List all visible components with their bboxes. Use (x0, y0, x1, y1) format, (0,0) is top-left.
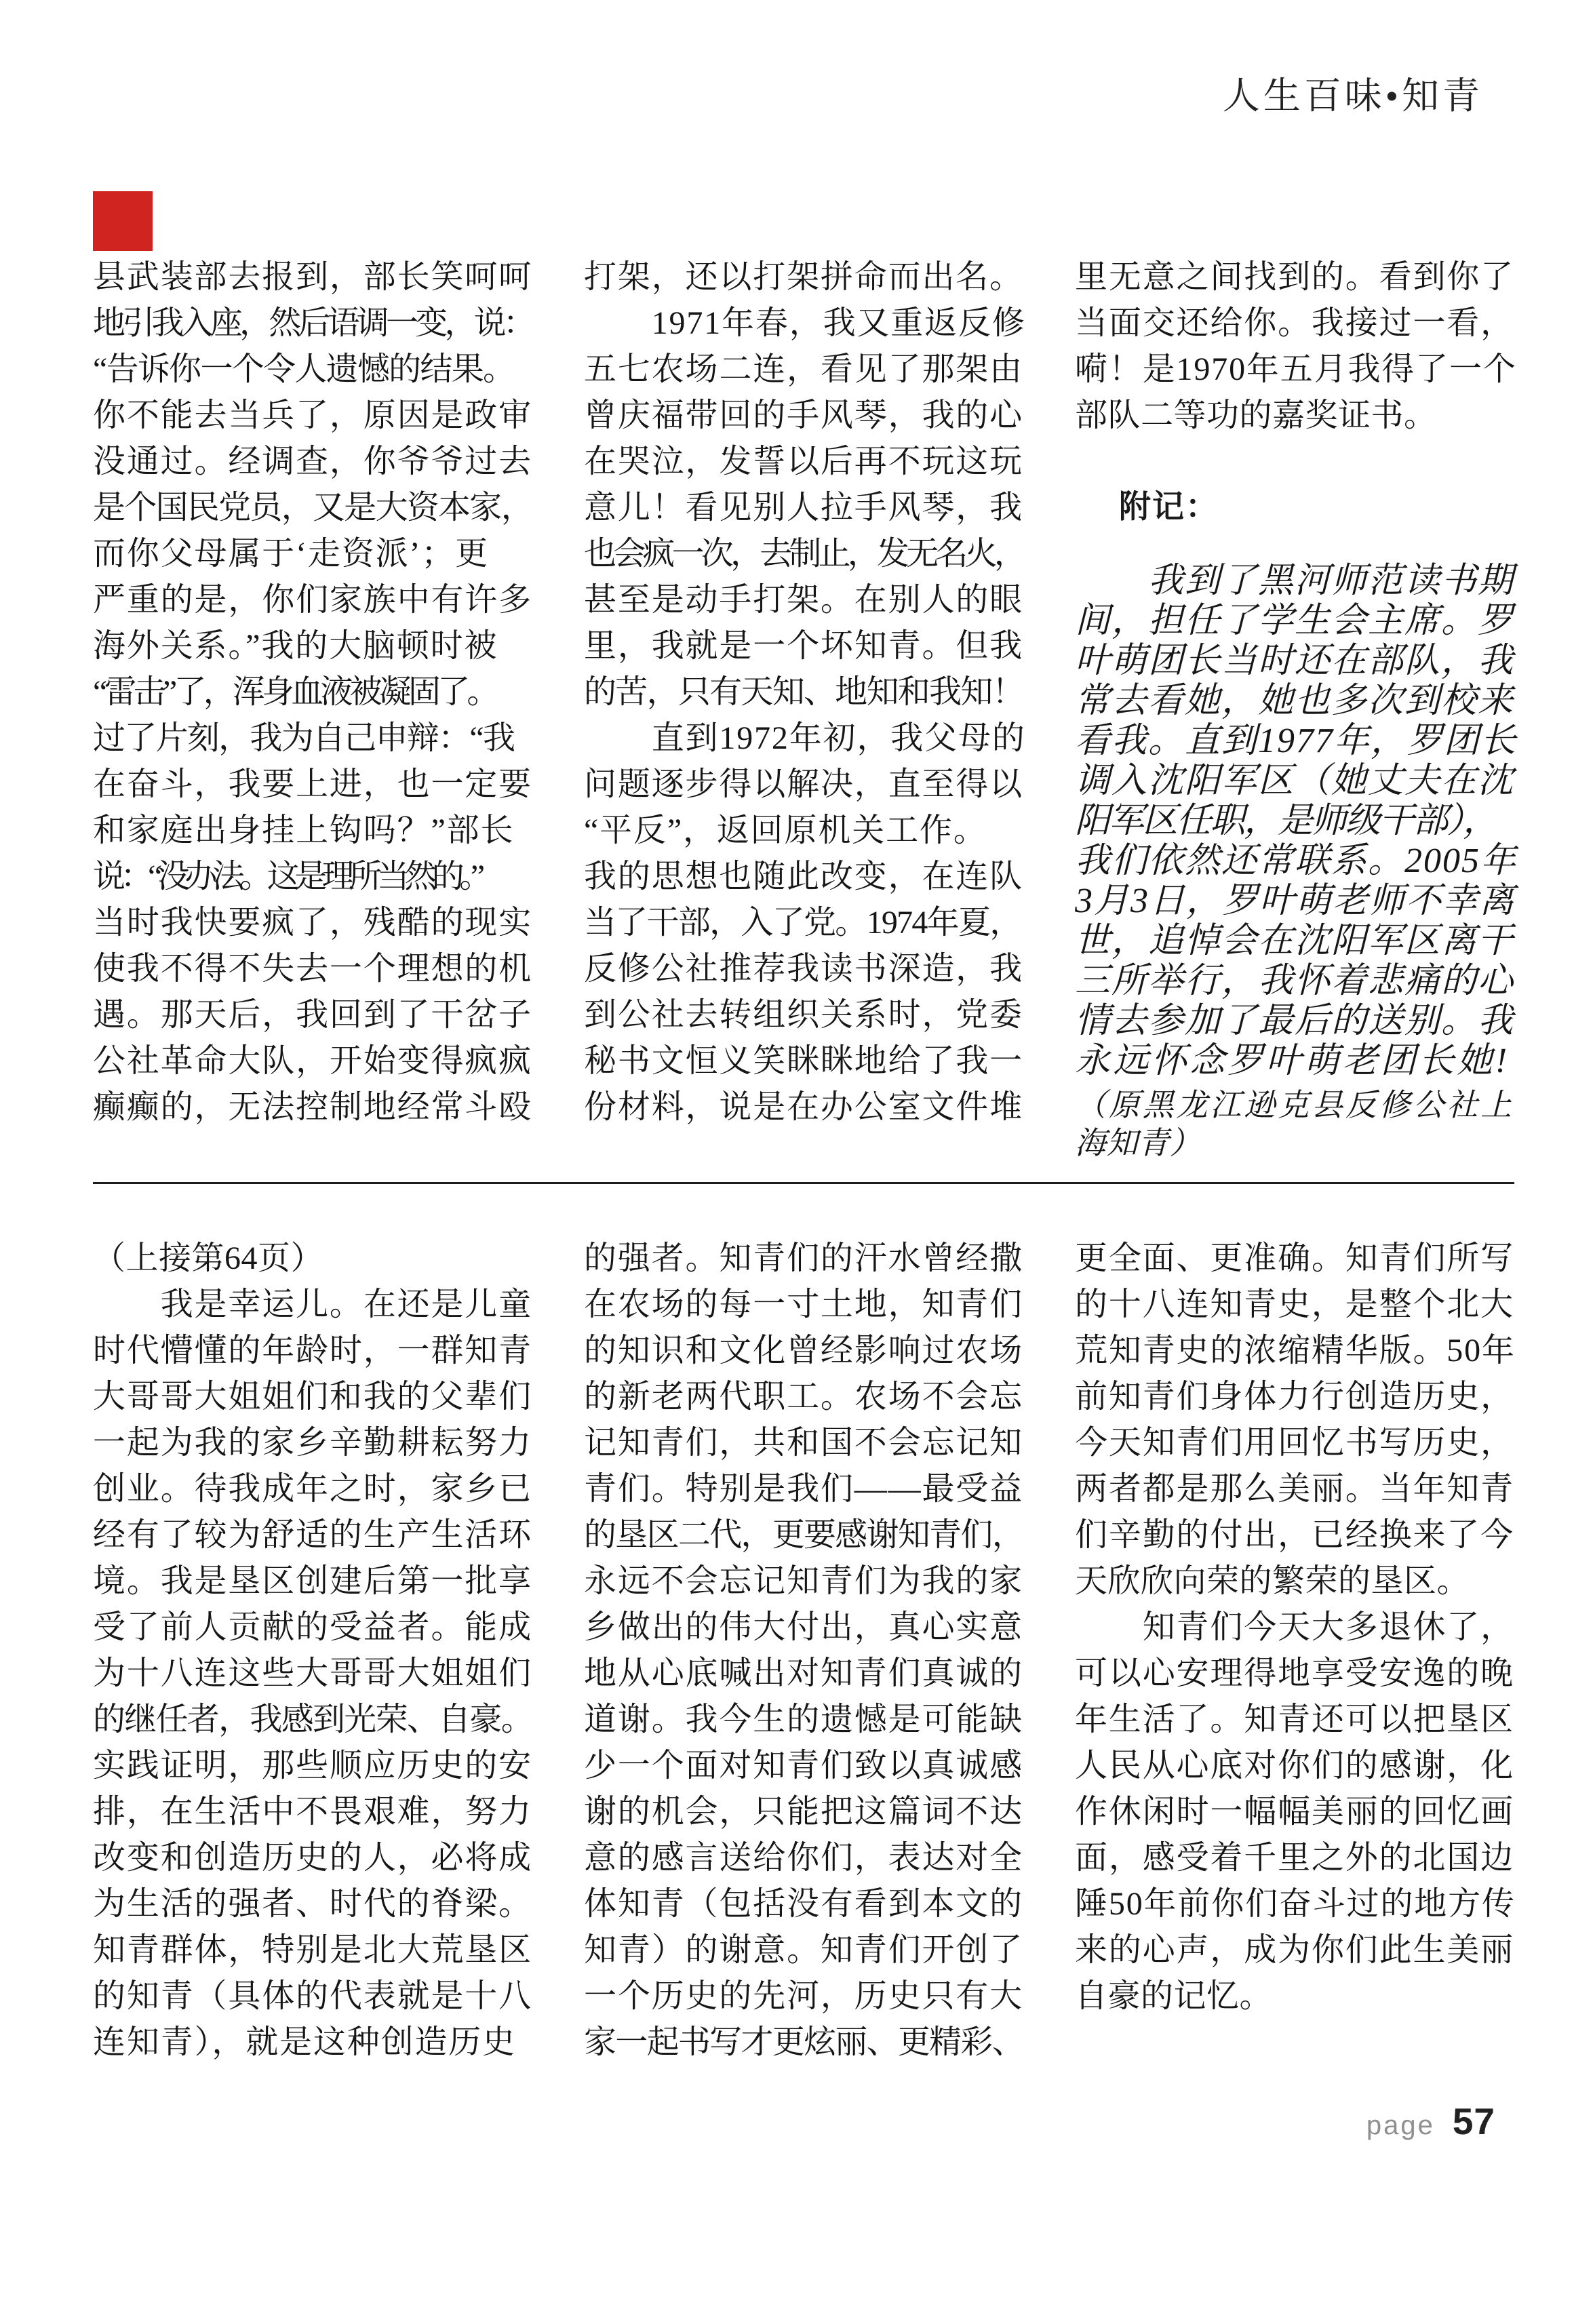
text-line: 调入沈阳军区（她丈夫在沈 (1075, 762, 1515, 800)
text-line: 记知青们，共和国不会忘记知 (584, 1425, 1024, 1461)
text-line: 海外关系。”我的大脑顿时被 (93, 628, 498, 664)
text-line: 谢的机会，只能把这篇词不达 (584, 1794, 1024, 1830)
page-footer (1366, 2100, 1495, 2143)
text-line: 改变和创造历史的人，必将成 (93, 1840, 533, 1876)
text-line: 永远不会忘记知青们为我的家 (584, 1563, 1024, 1599)
text-line: 和家庭出身挂上钩吗？”部长 (93, 812, 515, 848)
text-line: 知青）的谢意。知青们开创了 (584, 1932, 1024, 1968)
top-column-1 (93, 254, 532, 1130)
text-line: 遇。那天后，我回到了干岔子 (93, 997, 533, 1033)
text-line: 情去参加了最后的送别。我 (1075, 1002, 1515, 1040)
text-line: 乡做出的伟大付出，真心实意 (584, 1609, 1024, 1645)
text-line: 是个国民党员，又是大资本家， (93, 490, 533, 526)
text-line: 而你父母属于‘走资派’；更 (93, 536, 489, 572)
footer-page-number: 57 (1452, 2100, 1495, 2142)
text-line: 地引我入座，然后语调一变，说： (93, 305, 533, 341)
text-line: 一起为我的家乡辛勤耕耘努力 (93, 1425, 533, 1461)
text-line: 家一起书写才更炫丽、更精彩、 (584, 2024, 1024, 2060)
text-line: 的苦，只有天知、地知和我知！ (584, 674, 1024, 710)
text-line: 的十八连知青史，是整个北大 (1075, 1286, 1515, 1322)
text-line: 大哥哥大姐姐们和我的父辈们 (93, 1379, 533, 1415)
text-line: 当时我快要疯了，残酷的现实 (93, 905, 533, 941)
text-line: 说：“没办法。这是理所当然的。” (93, 859, 480, 894)
text-line: 3月3日，罗叶萌老师不幸离 (1075, 882, 1516, 920)
text-line: 的知识和文化曾经影响过农场 (584, 1333, 1024, 1368)
postscript-body (1075, 561, 1518, 1081)
text-line: 当了干部，入了党。1974年夏， (584, 905, 1021, 941)
text-line: 永远怀念罗叶萌老团长她! (1075, 1042, 1510, 1080)
text-line: 作休闲时一幅幅美丽的回忆画 (1075, 1794, 1515, 1830)
text-line: 天欣欣向荣的繁荣的垦区。 (1075, 1563, 1470, 1599)
text-line: 一个历史的先河，历史只有大 (584, 1978, 1024, 2014)
text-line: 县武装部去报到，部长笑呵呵 (93, 259, 533, 295)
text-line: 青们。特别是我们——最受益 (584, 1471, 1024, 1507)
text-line: 三所举行，我怀着悲痛的心 (1075, 962, 1515, 1000)
text-line: 人民从心底对你们的感谢，化 (1075, 1748, 1515, 1784)
postscript-heading: 附记： (1119, 488, 1219, 524)
text-line: 面，感受着千里之外的北国边 (1075, 1840, 1515, 1876)
text-line: 的强者。知青们的汗水曾经撒 (584, 1240, 1024, 1276)
text-line: 严重的是，你们家族中有许多 (93, 582, 533, 618)
text-line: “平反”，返回原机关工作。 (584, 812, 987, 848)
text-line: 的垦区二代，更要感谢知青们， (584, 1517, 1024, 1553)
text-line: 境。我是垦区创建后第一批享 (93, 1563, 533, 1599)
text-line: 体知青（包括没有看到本文的 (584, 1886, 1024, 1922)
text-line: 里无意之间找到的。看到你了 (1075, 259, 1515, 295)
text-line: 叶萌团长当时还在部队，我 (1075, 642, 1515, 680)
text-line: 陲50年前你们奋斗过的地方传 (1075, 1886, 1516, 1922)
masthead-title: 人生百味•知青 (1222, 75, 1483, 117)
text-line: 前知青们身体力行创造历史， (1075, 1379, 1515, 1415)
text-line: 使我不得不失去一个理想的机 (93, 951, 533, 987)
text-line: 常去看她，她也多次到校来 (1075, 682, 1515, 720)
top-column-3-body (1075, 254, 1517, 439)
text-line: 受了前人贡献的受益者。能成 (93, 1609, 533, 1645)
text-line: 世，追悼会在沈阳军区离干 (1075, 922, 1515, 960)
text-line: 阳军区任职，是师级干部）， (1075, 802, 1497, 840)
text-line: 打架，还以打架拼命而出名。 (584, 259, 1024, 295)
text-line: 曾庆福带回的手风琴，我的心 (584, 397, 1024, 433)
text-line: 时代懵懂的年龄时，一群知青 (93, 1333, 533, 1368)
text-line: 的继任者，我感到光荣、自豪。 (93, 1701, 533, 1737)
text-line: 今天知青们用回忆书写历史， (1075, 1425, 1515, 1461)
text-line: 年生活了。知青还可以把垦区 (1075, 1701, 1515, 1737)
text-line: 道谢。我今生的遗憾是可能缺 (584, 1701, 1024, 1737)
text-line: 我是幸运儿。在还是儿童 (93, 1286, 533, 1322)
text-line: 嗬！是1970年五月我得了一个 (1075, 351, 1517, 387)
text-line: 为生活的强者、时代的脊梁。 (93, 1886, 533, 1922)
text-line: 荒知青史的浓缩精华版。50年 (1075, 1333, 1516, 1368)
text-line: （原黑龙江逊克县反修公社上 (1075, 1088, 1514, 1122)
text-line: 知青们今天大多退休了， (1075, 1609, 1515, 1645)
text-line: 更全面、更准确。知青们所写 (1075, 1240, 1515, 1276)
text-line: “告诉你一个令人遗憾的结果。 (93, 351, 515, 387)
text-line: 排，在生活中不畏艰难，努力 (93, 1794, 533, 1830)
text-line: 在哭泣，发誓以后再不玩这玩 (584, 444, 1024, 479)
text-line: 直到1972年初，我父母的 (584, 720, 1026, 756)
text-line: 公社革命大队，开始变得疯疯 (93, 1043, 533, 1079)
text-line: 经有了较为舒适的生产生活环 (93, 1517, 533, 1553)
text-line: 实践证明，那些顺应历史的安 (93, 1748, 533, 1784)
text-line: 份材料，说是在办公室文件堆 (584, 1089, 1024, 1125)
bottom-column-2 (584, 1236, 1023, 2066)
text-line: 地从心底喊出对知青们真诚的 (584, 1655, 1024, 1691)
text-line: 海知青） (1075, 1126, 1201, 1160)
text-line: 癫癫的，无法控制地经常斗殴 (93, 1089, 533, 1125)
text-line: 到公社去转组织关系时，党委 (584, 997, 1024, 1033)
text-line: 在奋斗，我要上进，也一定要 (93, 766, 533, 802)
text-line: 反修公社推荐我读书深造，我 (584, 951, 1024, 987)
text-line: 少一个面对知青们致以真诚感 (584, 1748, 1024, 1784)
text-line: 1971年春，我又重返反修 (584, 305, 1026, 341)
text-line: 甚至是动手打架。在别人的眼 (584, 582, 1024, 618)
section-marker-red-square (93, 191, 153, 251)
text-line: 我的思想也随此改变，在连队 (584, 859, 1024, 894)
text-line: 创业。待我成年之时，家乡已 (93, 1471, 533, 1507)
text-line: 部队二等功的嘉奖证书。 (1075, 397, 1437, 433)
text-line: 问题逐步得以解决，直至得以 (584, 766, 1024, 802)
postscript-attribution (1075, 1086, 1514, 1162)
text-line: 为十八连这些大哥哥大姐姐们 (93, 1655, 533, 1691)
text-line: 五七农场二连，看见了那架由 (584, 351, 1024, 387)
section-divider-rule (93, 1182, 1514, 1184)
text-line: 没通过。经调查，你爷爷过去 (93, 444, 533, 479)
text-line: 看我。直到1977年，罗团长 (1075, 722, 1518, 760)
text-line: 在农场的每一寸土地，知青们 (584, 1286, 1024, 1322)
text-line: 秘书文恒义笑眯眯地给了我一 (584, 1043, 1024, 1079)
text-line: 的新老两代职工。农场不会忘 (584, 1379, 1024, 1415)
text-line: 知青群体，特别是北大荒垦区 (93, 1932, 533, 1968)
text-line: 当面交还给你。我接过一看， (1075, 305, 1515, 341)
text-line: 我们依然还常联系。2005年 (1075, 842, 1518, 880)
top-column-3 (1075, 254, 1518, 1162)
text-line: 过了片刻，我为自己申辩：“我 (93, 720, 515, 756)
text-line: 自豪的记忆。 (1075, 1978, 1273, 2014)
text-line: 连知青），就是这种创造历史 (93, 2024, 517, 2060)
text-line: 你不能去当兵了，原因是政审 (93, 397, 533, 433)
text-line: 间，担任了学生会主席。罗 (1075, 602, 1515, 640)
text-line: 们辛勤的付出，已经换来了今 (1075, 1517, 1515, 1553)
text-line: “雷击”了，浑身血液被凝固了。 (93, 674, 496, 710)
text-line: 的知青（具体的代表就是十八 (93, 1978, 533, 2014)
text-line: 来的心声，成为你们此生美丽 (1075, 1932, 1515, 1968)
top-column-2 (584, 254, 1026, 1130)
footer-page-label: page (1366, 2110, 1435, 2140)
bottom-column-1 (93, 1236, 532, 2066)
text-line: 也会疯一次，去制止，发无名火， (584, 536, 1024, 572)
text-line: 可以心安理得地享受安逸的晚 (1075, 1655, 1515, 1691)
text-line: 意的感言送给你们，表达对全 (584, 1840, 1024, 1876)
text-line: （上接第64页） (93, 1240, 324, 1276)
text-line: 里，我就是一个坏知青。但我 (584, 628, 1024, 664)
text-line: 我到了黑河师范读书期 (1075, 562, 1515, 600)
text-line: 两者都是那么美丽。当年知青 (1075, 1471, 1515, 1507)
bottom-column-3 (1075, 1236, 1514, 2020)
text-line: 意儿！看见别人拉手风琴，我 (584, 490, 1024, 526)
